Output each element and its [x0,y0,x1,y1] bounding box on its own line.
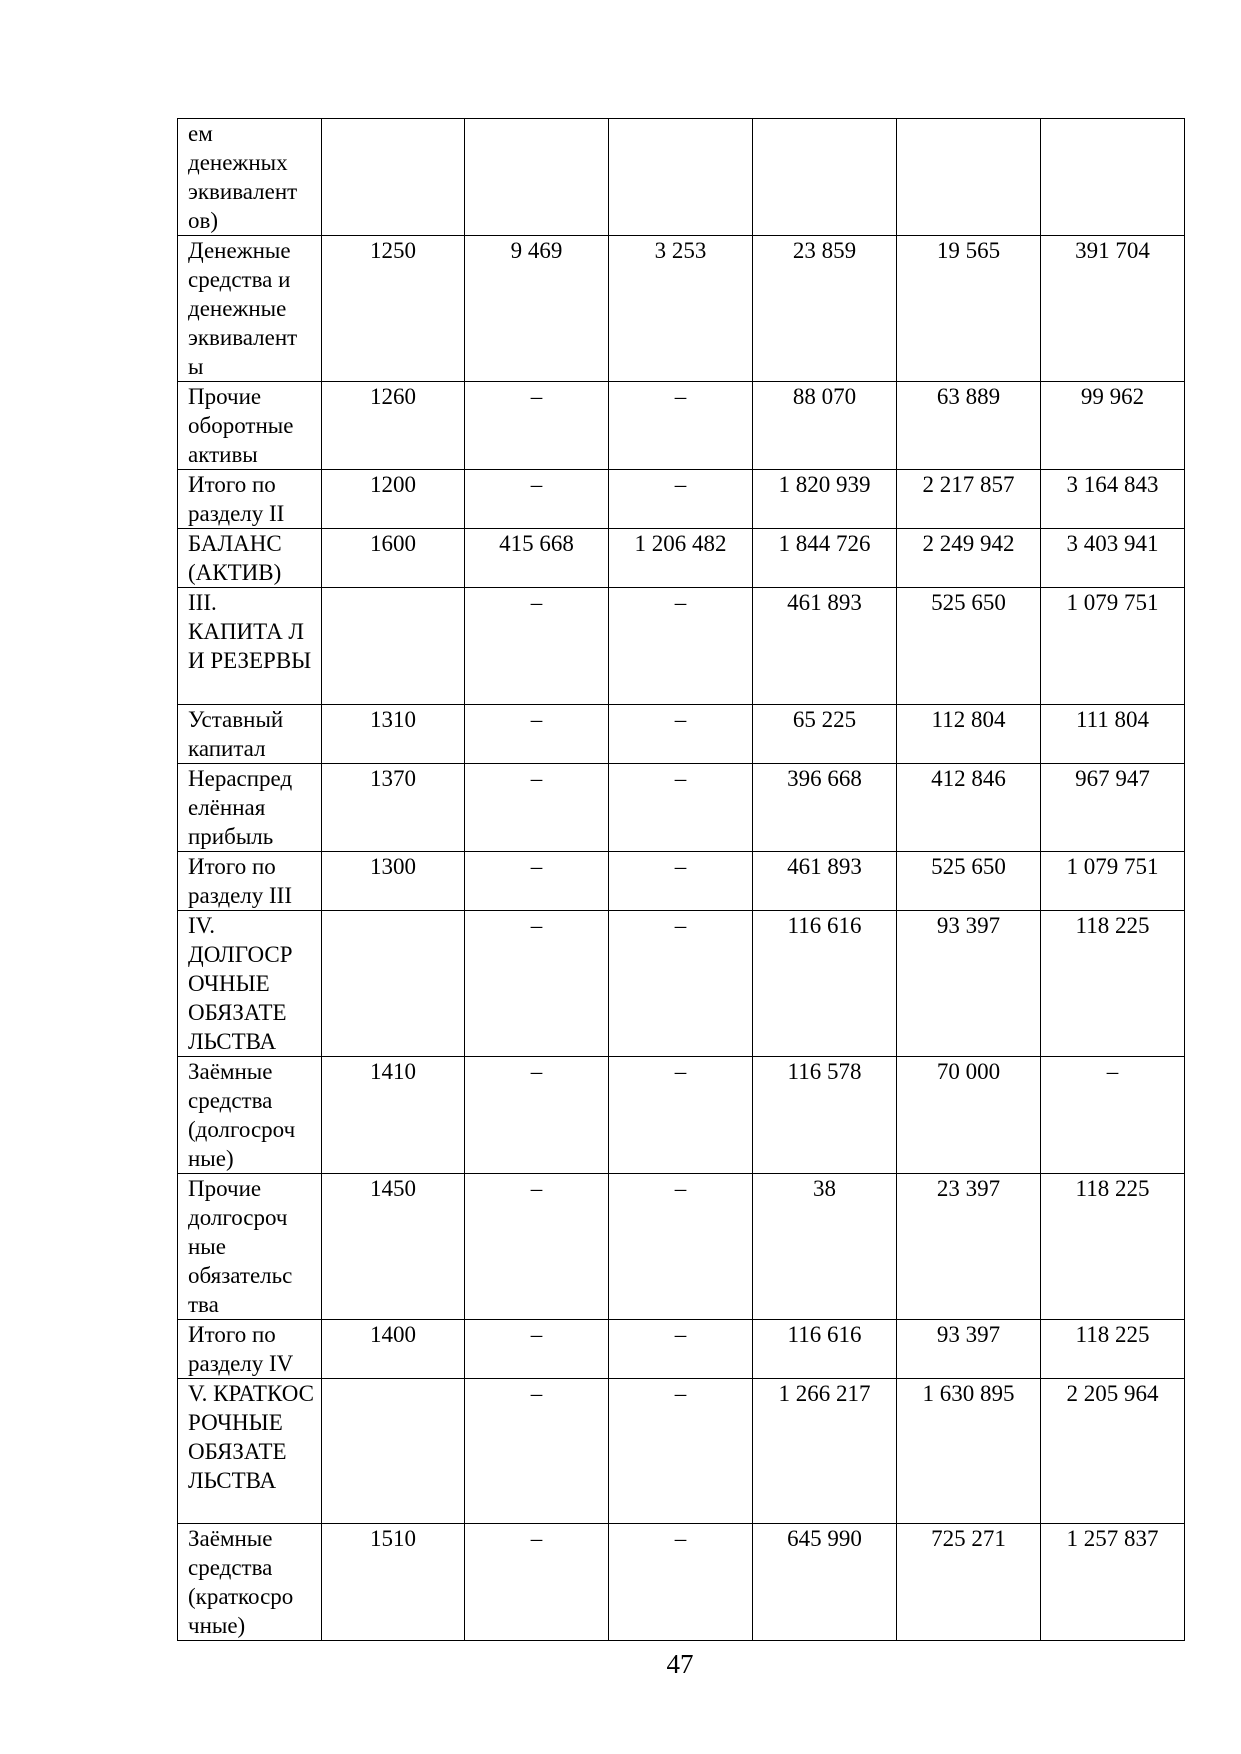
cell-value [609,119,753,236]
cell-value: 461 893 [753,852,897,911]
cell-value: 116 616 [753,1320,897,1379]
row-label: III. КАПИТА Л И РЕЗЕРВЫ [178,588,322,705]
cell-value: – [465,1057,609,1174]
cell-value: 415 668 [465,529,609,588]
cell-value [1041,119,1185,236]
row-code: 1200 [322,470,465,529]
cell-value: 412 846 [897,764,1041,852]
cell-value: – [609,911,753,1057]
page-number: 47 [666,1649,694,1679]
table-row [178,1379,1185,1524]
row-code: 1510 [322,1524,465,1641]
cell-value: 93 397 [897,911,1041,1057]
cell-value: – [465,705,609,764]
table-row [178,1174,1185,1320]
cell-value: – [465,382,609,470]
cell-value: 23 859 [753,236,897,382]
balance-table [177,118,1185,1641]
cell-value: 645 990 [753,1524,897,1641]
row-label: Уставный капитал [178,705,322,764]
cell-value: 525 650 [897,588,1041,705]
row-code: 1300 [322,852,465,911]
cell-value [753,119,897,236]
table-row [178,705,1185,764]
cell-value: 19 565 [897,236,1041,382]
cell-value: – [609,852,753,911]
cell-value: 1 257 837 [1041,1524,1185,1641]
cell-value: – [1041,1057,1185,1174]
cell-value: 65 225 [753,705,897,764]
cell-value: 967 947 [1041,764,1185,852]
row-label: Итого по разделу III [178,852,322,911]
cell-value: 3 403 941 [1041,529,1185,588]
row-label: IV. ДОЛГОСР ОЧНЫЕ ОБЯЗАТЕ ЛЬСТВА [178,911,322,1057]
cell-value: – [609,1057,753,1174]
cell-value: 9 469 [465,236,609,382]
cell-value: 63 889 [897,382,1041,470]
cell-value: – [609,382,753,470]
cell-value: 1 079 751 [1041,852,1185,911]
row-label: Заёмные средства (долгосроч ные) [178,1057,322,1174]
row-label: ем денежных эквивалент ов) [178,119,322,236]
row-code [322,911,465,1057]
cell-value: – [609,1524,753,1641]
cell-value: 1 079 751 [1041,588,1185,705]
cell-value: – [609,1379,753,1524]
cell-value: 2 249 942 [897,529,1041,588]
table-row [178,1057,1185,1174]
cell-value: – [609,1320,753,1379]
row-label: Денежные средства и денежные эквивалент ы [178,236,322,382]
cell-value: 88 070 [753,382,897,470]
cell-value: 99 962 [1041,382,1185,470]
cell-value: 1 820 939 [753,470,897,529]
row-label: Заёмные средства (краткосро чные) [178,1524,322,1641]
cell-value: 93 397 [897,1320,1041,1379]
row-code: 1310 [322,705,465,764]
cell-value: 1 266 217 [753,1379,897,1524]
cell-value: – [465,911,609,1057]
table-row [178,1524,1185,1641]
row-label: Итого по разделу II [178,470,322,529]
cell-value: – [609,588,753,705]
row-code: 1250 [322,236,465,382]
row-code: 1260 [322,382,465,470]
cell-value: 396 668 [753,764,897,852]
cell-value: – [465,1524,609,1641]
row-code: 1600 [322,529,465,588]
table-row [178,470,1185,529]
cell-value: – [609,705,753,764]
cell-value: – [465,1320,609,1379]
cell-value: 118 225 [1041,1174,1185,1320]
cell-value: 23 397 [897,1174,1041,1320]
table-row [178,382,1185,470]
cell-value: 725 271 [897,1524,1041,1641]
cell-value: 112 804 [897,705,1041,764]
cell-value: – [609,1174,753,1320]
cell-value: 118 225 [1041,911,1185,1057]
table-row [178,236,1185,382]
cell-value: 3 164 843 [1041,470,1185,529]
row-label: Прочие долгосроч ные обязательс тва [178,1174,322,1320]
row-code: 1370 [322,764,465,852]
cell-value: – [465,852,609,911]
table-row [178,1320,1185,1379]
cell-value: 525 650 [897,852,1041,911]
cell-value: – [465,764,609,852]
cell-value: 38 [753,1174,897,1320]
cell-value: 1 844 726 [753,529,897,588]
row-label: Прочие оборотные активы [178,382,322,470]
row-label: Нераспред елённая прибыль [178,764,322,852]
row-code: 1400 [322,1320,465,1379]
row-label: Итого по разделу IV [178,1320,322,1379]
cell-value: 111 804 [1041,705,1185,764]
cell-value: 1 206 482 [609,529,753,588]
cell-value: – [465,588,609,705]
cell-value [897,119,1041,236]
cell-value: 116 578 [753,1057,897,1174]
cell-value: 461 893 [753,588,897,705]
cell-value: 2 205 964 [1041,1379,1185,1524]
cell-value: – [465,1174,609,1320]
table-row [178,764,1185,852]
cell-value [465,119,609,236]
cell-value: 391 704 [1041,236,1185,382]
row-code [322,1379,465,1524]
row-code: 1450 [322,1174,465,1320]
cell-value: – [609,764,753,852]
row-label: V. КРАТКОС РОЧНЫЕ ОБЯЗАТЕ ЛЬСТВА [178,1379,322,1524]
table-row [178,119,1185,236]
row-code [322,588,465,705]
cell-value: 2 217 857 [897,470,1041,529]
table-row [178,529,1185,588]
row-label: БАЛАНС (АКТИВ) [178,529,322,588]
cell-value: – [465,1379,609,1524]
cell-value: 3 253 [609,236,753,382]
table-row [178,852,1185,911]
cell-value: 116 616 [753,911,897,1057]
cell-value: 1 630 895 [897,1379,1041,1524]
table-row [178,588,1185,705]
cell-value: 118 225 [1041,1320,1185,1379]
row-code: 1410 [322,1057,465,1174]
row-code [322,119,465,236]
cell-value: – [609,470,753,529]
cell-value: 70 000 [897,1057,1041,1174]
table-row [178,911,1185,1057]
cell-value: – [465,470,609,529]
